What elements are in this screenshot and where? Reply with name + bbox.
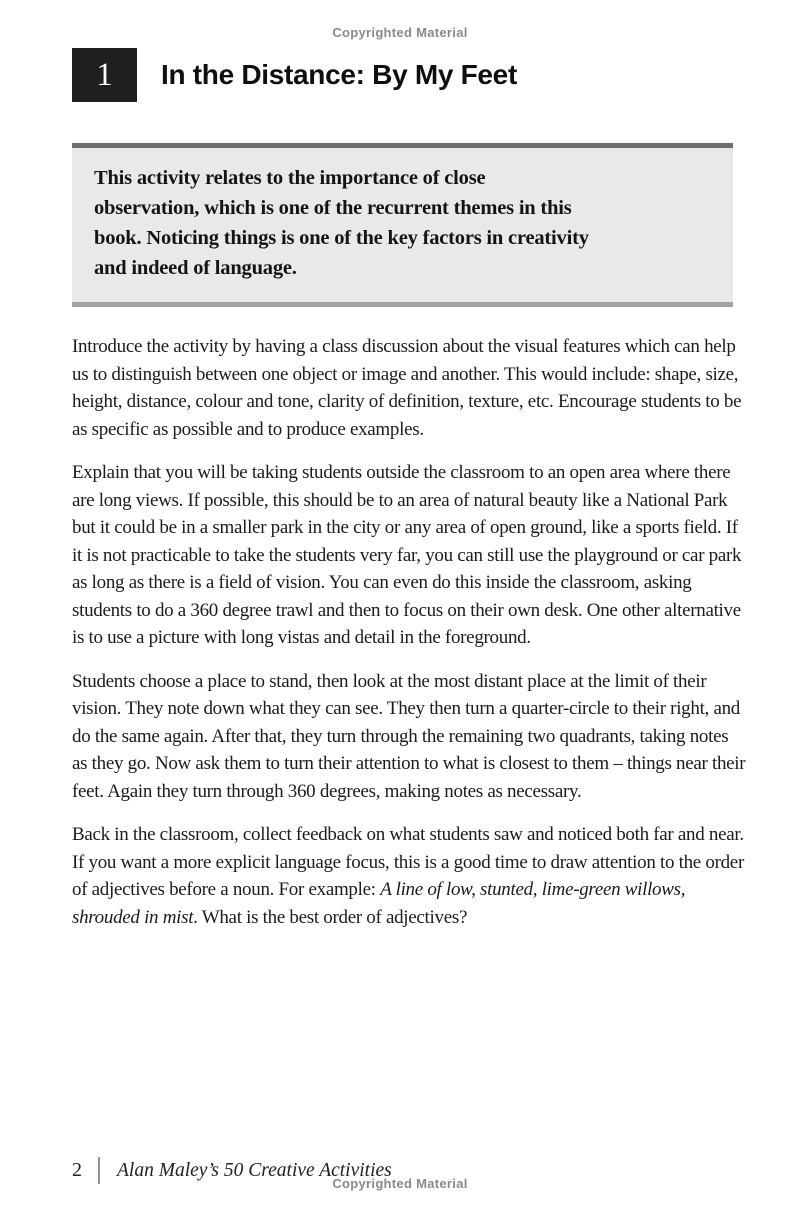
paragraph-classroom-feedback: [72, 821, 746, 931]
body-text: [72, 333, 746, 931]
page-number: 2: [72, 1159, 82, 1181]
example-adjective-phrase: A line of low, stunted, lime-green willows, shrouded in mist: [72, 879, 686, 928]
callout-line: and indeed of language.: [94, 257, 297, 279]
paragraph-feedback-prefix: Back in the classroom, collect feedback on what students saw and noticed both far and near. If you want a more explicit language focus, this is a good time to draw attention to the order of adjectives before a noun. For example:: [72, 824, 744, 900]
callout-line: This activity relates to the importance of close: [94, 167, 486, 189]
callout-line: book. Noticing things is one of the key factors in creativity: [94, 227, 589, 249]
paragraph-explain-outside: Explain that you will be taking students outside the classroom to an open area where there are long views. If possible, this should be to an area of natural beauty like a National Park but it could be in a smaller park in the city or any area of open ground, like a sports field. If it is not practicable to take the students very far, you can still use the playground or car park as long as there is a field of vision. You can even do this inside the classroom, asking students to do a 360 degree trawl and then to focus on their own desk. One other alternative is to use a picture with long vistas and detail in the foreground.: [72, 462, 742, 648]
callout-line: observation, which is one of the recurrent themes in this: [94, 197, 572, 219]
activity-summary-callout: [72, 143, 733, 307]
chapter-number-box: 1: [72, 48, 137, 102]
paragraph-introduce-activity: Introduce the activity by having a class discussion about the visual features which can help us to distinguish between one object or image and another. This would include: shape, size, height, distance, colour and tone, clarity of definition, texture, etc. Encourage students to be as specific as possible and to produce examples.: [72, 336, 742, 440]
paragraph-feedback-suffix: . What is the best order of adjectives?: [193, 906, 468, 928]
watermark-bottom: Copyrighted Material: [332, 1176, 468, 1191]
chapter-header: [72, 48, 740, 102]
book-title: Alan Maley’s 50 Creative Activities: [117, 1159, 392, 1181]
page-title: In the Distance: By My Feet: [161, 59, 517, 90]
watermark-top: Copyrighted Material: [332, 25, 468, 40]
paragraph-students-observe: Students choose a place to stand, then look at the most distant place at the limit of their vision. They note down what they can see. They then turn a quarter-circle to their right, and do the same again. After that, they turn through the remaining two quadrants, taking notes as they go. Now ask them to turn their attention to what is closest to them – things near their feet. Again they turn through 360 degrees, making notes as necessary.: [72, 670, 746, 802]
